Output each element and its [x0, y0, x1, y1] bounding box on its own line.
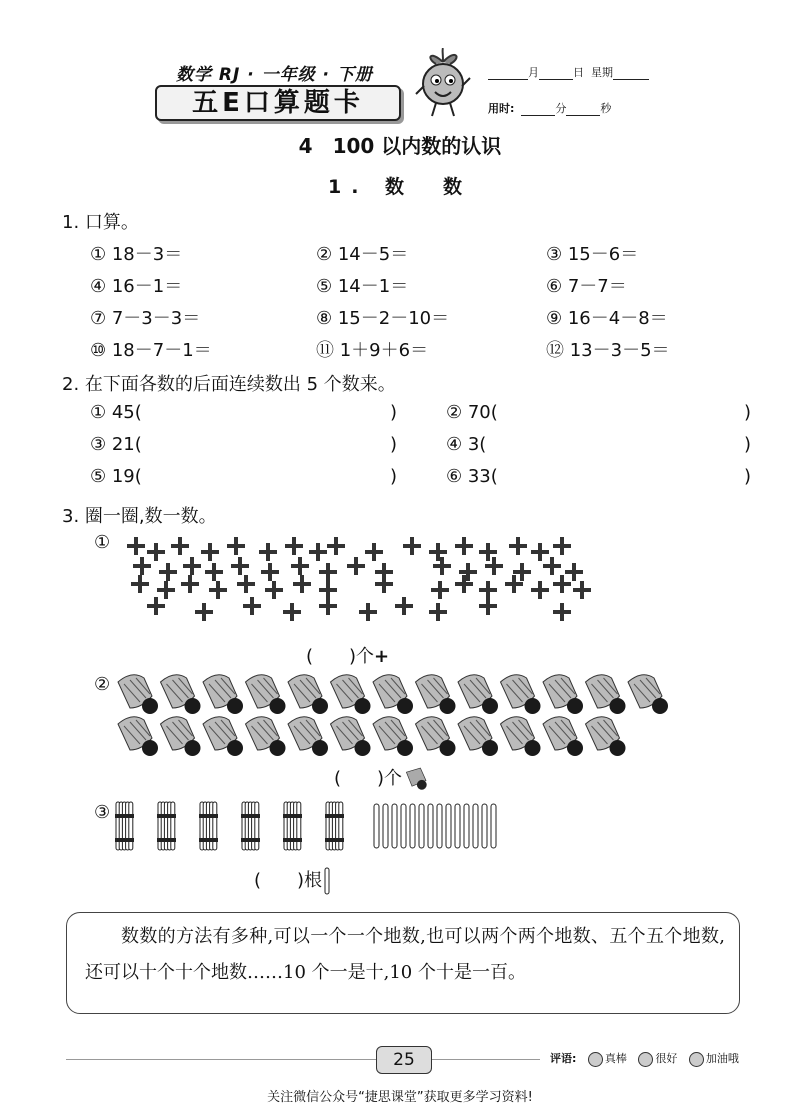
eval-label: 评语:: [550, 1052, 577, 1065]
plus-sign: [195, 603, 213, 621]
plus-sign: [147, 597, 165, 615]
plus-sign: [319, 563, 337, 581]
mascot-icon: [412, 48, 474, 120]
answer-sticks: ( )根: [254, 866, 332, 895]
plus-sign: [429, 543, 447, 561]
plus-sign: [237, 575, 255, 593]
shuttlecock: [161, 675, 201, 714]
single-stick: [428, 804, 433, 848]
shuttlecock: [458, 675, 498, 714]
answer-plus: ( )个+: [306, 646, 390, 667]
single-stick: [374, 804, 379, 848]
sequence-close: ): [390, 402, 398, 423]
calc-item: ⑨ 16－4－8＝: [546, 308, 668, 329]
single-stick: [491, 804, 496, 848]
stick-bundle: [115, 802, 134, 850]
plus-sign: [231, 557, 249, 575]
answer-blank[interactable]: [516, 466, 738, 488]
plus-sign: [171, 537, 189, 555]
single-stick: [455, 804, 460, 848]
sequence-item: ② 70(: [446, 402, 498, 423]
plus-sign: [543, 557, 561, 575]
single-stick: [446, 804, 451, 848]
plus-sign: [395, 597, 413, 615]
sequence-item: ④ 3(: [446, 434, 487, 455]
sequence-item: ⑤ 19(: [90, 466, 142, 487]
plus-sign: [431, 581, 449, 599]
plus-sign: [133, 557, 151, 575]
section1-heading: 1. 口算。: [62, 212, 139, 233]
calc-item: ① 18－3＝: [90, 244, 183, 265]
shuttlecock: [416, 675, 456, 714]
plus-sign: [243, 597, 261, 615]
plus-sign: [375, 575, 393, 593]
plus-sign: [479, 597, 497, 615]
plus-signs-group: [122, 528, 602, 632]
single-stick: [473, 804, 478, 848]
answer-blank[interactable]: [516, 434, 738, 456]
happy-face-icon[interactable]: [638, 1052, 653, 1067]
sec-label: 秒: [600, 102, 612, 115]
sequence-item: ① 45(: [90, 402, 142, 423]
tip-text: 数数的方法有多种,可以一个一个地数,也可以两个两个地数、五个五个地数,还可以十个十个地数……10 个一是十,10 个十是一百。: [85, 926, 725, 983]
plus-sign: [531, 581, 549, 599]
plus-sign: [209, 581, 227, 599]
shuttlecock: [331, 717, 371, 756]
plus-sign: [327, 537, 345, 555]
section3-heading: 3. 圈一圈,数一数。: [62, 506, 217, 527]
shuttlecock: [118, 675, 158, 714]
shuttlecock: [543, 675, 583, 714]
section2-heading: 2. 在下面各数的后面连续数出 5 个数来。: [62, 374, 396, 395]
sequence-item: ③ 21(: [90, 434, 142, 455]
shuttlecocks-group: [114, 670, 674, 760]
shuttlecock: [118, 717, 158, 756]
stick-bundle: [199, 802, 218, 850]
plus-icon: +: [374, 646, 390, 667]
banner-title: 五E口算题卡: [155, 85, 401, 121]
plus-sign: [285, 537, 303, 555]
stick-bundle: [157, 802, 176, 850]
single-stick: [383, 804, 388, 848]
plus-sign: [181, 575, 199, 593]
single-stick: [401, 804, 406, 848]
cheer-face-icon[interactable]: [689, 1052, 704, 1067]
plus-sign: [455, 537, 473, 555]
eval-option-1: 真棒: [604, 1052, 627, 1065]
plus-sign: [227, 537, 245, 555]
stick-bundle: [325, 802, 344, 850]
sequence-item: ⑥ 33(: [446, 466, 498, 487]
shuttlecock-icon: [402, 766, 432, 792]
calc-item: ⑤ 14－1＝: [316, 276, 409, 297]
plus-sign: [565, 563, 583, 581]
plus-sign: [265, 581, 283, 599]
series-label: 数学 RJ · 一年级 · 下册: [176, 65, 373, 85]
plus-sign: [157, 581, 175, 599]
plus-sign: [159, 563, 177, 581]
page-title: 4 100 以内数的认识: [298, 134, 502, 158]
plus-sign: [293, 575, 311, 593]
shuttlecock: [586, 675, 626, 714]
plus-sign: [553, 575, 571, 593]
shuttlecock: [373, 717, 413, 756]
plus-sign: [553, 537, 571, 555]
sequence-close: ): [744, 402, 752, 423]
bottom-note: 关注微信公众号“捷思课堂”获取更多学习资料!: [267, 1090, 533, 1105]
marker-1: ①: [94, 532, 111, 553]
calc-item: ⑧ 15－2－10＝: [316, 308, 450, 329]
shuttlecock: [501, 675, 541, 714]
calc-item: ④ 16－1＝: [90, 276, 183, 297]
month-label: 月: [528, 66, 539, 79]
plus-sign: [261, 563, 279, 581]
stick-bundle: [241, 802, 260, 850]
plus-sign: [479, 581, 497, 599]
day-blank[interactable]: [539, 67, 573, 80]
tip-box: [66, 912, 740, 1014]
time-label: 用时:: [488, 102, 515, 115]
plus-sign: [131, 575, 149, 593]
plus-sign: [531, 543, 549, 561]
shuttlecock: [161, 717, 201, 756]
plus-sign: [127, 537, 145, 555]
shuttlecock: [543, 717, 583, 756]
sequence-close: ): [390, 434, 398, 455]
sequence-close: ): [744, 434, 752, 455]
eval-option-2: 很好: [655, 1052, 678, 1065]
plus-sign: [573, 581, 591, 599]
page-number: 25: [376, 1046, 432, 1074]
plus-sign: [359, 603, 377, 621]
plus-sign: [259, 543, 277, 561]
plus-sign: [183, 557, 201, 575]
calc-item: ⑥ 7－7＝: [546, 276, 627, 297]
answer-shuttle: ( )个: [334, 764, 432, 792]
plus-sign: [429, 603, 447, 621]
plus-sign: [309, 543, 327, 561]
plus-sign: [291, 557, 309, 575]
sticks-group: [112, 800, 512, 856]
answer-blank[interactable]: [516, 402, 738, 424]
min-blank[interactable]: [521, 103, 555, 116]
shuttlecock: [203, 675, 243, 714]
shuttlecock: [246, 675, 286, 714]
time-fields: [488, 100, 611, 116]
plus-sign: [147, 543, 165, 561]
stick-bundle: [283, 802, 302, 850]
calc-item: ③ 15－6＝: [546, 244, 639, 265]
eval-option-3: 加油哦: [705, 1052, 739, 1065]
week-blank[interactable]: [613, 67, 649, 80]
shuttlecock: [628, 675, 668, 714]
calc-item: ⑪ 1＋9＋6＝: [316, 340, 429, 361]
shuttlecock: [416, 717, 456, 756]
shuttlecock: [288, 717, 328, 756]
answer-blank[interactable]: [160, 402, 384, 424]
evaluation: [550, 1050, 739, 1067]
single-stick: [482, 804, 487, 848]
shuttlecock: [246, 717, 286, 756]
plus-sign: [319, 597, 337, 615]
shuttlecock: [331, 675, 371, 714]
shuttlecock: [458, 717, 498, 756]
shuttlecock: [373, 675, 413, 714]
marker-3: ③: [94, 802, 111, 823]
min-label: 分: [555, 102, 567, 115]
shuttlecock: [203, 717, 243, 756]
shuttlecock: [586, 717, 626, 756]
calc-item: ⑫ 13－3－5＝: [546, 340, 670, 361]
day-label: 日: [573, 66, 584, 79]
answer-blank[interactable]: [160, 466, 384, 488]
marker-2: ②: [94, 674, 111, 695]
footer-divider-right: [430, 1059, 540, 1060]
plus-sign: [319, 581, 337, 599]
plus-sign: [459, 563, 477, 581]
month-blank[interactable]: [488, 67, 528, 80]
sequence-close: ): [744, 466, 752, 487]
plus-sign: [347, 557, 365, 575]
plus-sign: [205, 563, 223, 581]
stick-icon: [322, 867, 332, 895]
plus-sign: [283, 603, 301, 621]
plus-sign: [201, 543, 219, 561]
shuttlecock: [501, 717, 541, 756]
calc-item: ⑩ 18－7－1＝: [90, 340, 212, 361]
calc-item: ② 14－5＝: [316, 244, 409, 265]
calc-item: ⑦ 7－3－3＝: [90, 308, 201, 329]
page-subtitle: 1. 数 数: [327, 176, 473, 198]
plus-sign: [365, 543, 383, 561]
plus-sign: [455, 575, 473, 593]
single-stick: [419, 804, 424, 848]
shuttlecock: [288, 675, 328, 714]
plus-sign: [403, 537, 421, 555]
smile-face-icon[interactable]: [588, 1052, 603, 1067]
footer-divider-left: [66, 1059, 376, 1060]
sequence-close: ): [390, 466, 398, 487]
sec-blank[interactable]: [566, 103, 600, 116]
single-stick: [410, 804, 415, 848]
date-fields: [488, 66, 649, 80]
plus-sign: [553, 603, 571, 621]
single-stick: [464, 804, 469, 848]
single-stick: [437, 804, 442, 848]
plus-sign: [509, 537, 527, 555]
plus-sign: [433, 557, 451, 575]
answer-blank[interactable]: [160, 434, 384, 456]
single-stick: [392, 804, 397, 848]
week-label: 星期: [591, 66, 613, 79]
